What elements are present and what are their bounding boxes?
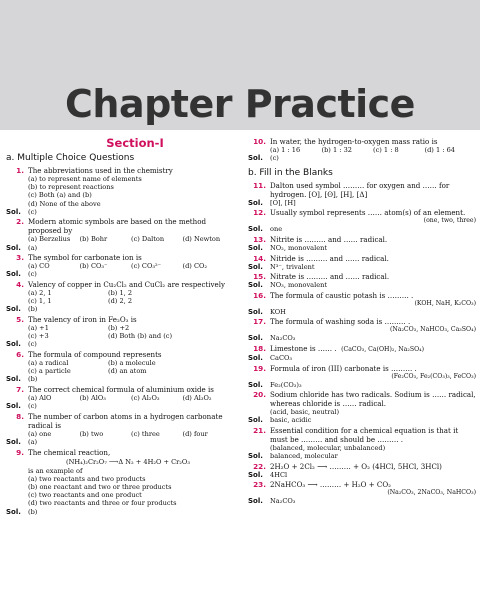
question-3: 3. The symbol for carbonate ion is bbox=[16, 253, 142, 263]
section-heading: Section-I bbox=[106, 136, 164, 150]
question-20: 20. Sodium chloride has two radicals. Sodium is …… radical, whereas chloride is …… radical. bbox=[253, 390, 476, 409]
options-row: (a) +1 (b) +2 bbox=[28, 324, 130, 332]
answer-choices: (balanced, molecular, unbalanced) bbox=[270, 443, 386, 452]
right-column bbox=[248, 136, 476, 506]
solution: Sol. (c) bbox=[6, 402, 37, 411]
solution: Sol. CaCO₃ bbox=[248, 353, 293, 362]
option: (a) to represent name of elements bbox=[28, 175, 142, 183]
solution: Sol. Na₂CO₃ bbox=[248, 497, 296, 506]
solution: Sol. 4HCl bbox=[248, 470, 288, 479]
question-11: 11. Dalton used symbol ……… for oxygen and …… for hydrogen. [O], [ʘ], [H], [Δ] bbox=[253, 180, 450, 199]
question-4: 4. Valency of copper in Cu₂Cl₂ and CuCl₂ are respectively bbox=[16, 280, 226, 289]
solution: Sol. basic, acidic bbox=[248, 416, 312, 425]
option: (d) two reactants and three or four products bbox=[28, 499, 177, 508]
option: (b) one reactant and two or three products bbox=[28, 483, 172, 491]
question-text: is an example of bbox=[28, 466, 83, 475]
question-2: 2. Modern atomic symbols are based on the method proposed by bbox=[16, 217, 207, 236]
solution: Sol. (c) bbox=[6, 207, 37, 216]
options-row: (a) 2, 1 (b) 1, 2 bbox=[28, 289, 133, 297]
solution: Sol. (c) bbox=[6, 270, 37, 279]
left-column bbox=[6, 136, 234, 516]
solution: Sol. Na₂CO₃ bbox=[248, 334, 296, 343]
options-row: (a) AlO (b) AlO₃ (c) Al₂O₃ (d) Al₃O₂ bbox=[28, 394, 212, 402]
option: (d) None of the above bbox=[28, 199, 101, 208]
solution: Sol. Fe₂(CO₃)₃ bbox=[248, 380, 302, 389]
subheading-fill-blanks: b. Fill in the Blanks bbox=[248, 167, 333, 178]
solution: Sol. (b) bbox=[6, 305, 38, 314]
option: (c) two reactants and one product bbox=[28, 491, 142, 500]
answer-choices: (one, two, three) bbox=[423, 217, 476, 225]
solution: Sol. balanced, molecular bbox=[248, 452, 338, 461]
solution: Sol. [O], [H] bbox=[248, 198, 296, 207]
options-row: (a) Berzelius (b) Bohr (c) Dalton (d) Newton bbox=[28, 235, 221, 244]
options-row: (c) 1, 1 (d) 2, 2 bbox=[28, 297, 133, 306]
solution: Sol. (b) bbox=[6, 375, 38, 384]
subheading-mcq: a. Multiple Choice Questions bbox=[6, 153, 135, 163]
solution: Sol. (b) bbox=[6, 507, 38, 516]
answer-choices: (Fe₂CO₃, Fe₂(CO₃)₃, FeCO₃) bbox=[391, 372, 476, 380]
answer-choices: (CaCO₃, Ca(OH)₂, Na₂SO₄) bbox=[341, 345, 425, 353]
solution: Sol. NO₃, monovalent bbox=[248, 281, 328, 290]
option: (a) two reactants and two products bbox=[28, 474, 146, 483]
answer-choices: (KOH, NaH, K₂CO₃) bbox=[414, 299, 476, 307]
options-row: (a) a radical (b) a molecule bbox=[28, 359, 156, 367]
option: (c) Both (a) and (b) bbox=[28, 191, 92, 200]
solution: Sol. (a) bbox=[6, 438, 38, 446]
question-6: 6. The formula of compound represents bbox=[16, 350, 162, 359]
options-row: (c) +3 (d) Both (b) and (c) bbox=[28, 332, 173, 341]
question-17: 17. The formula of washing soda is ……… . bbox=[253, 317, 411, 327]
question-14: 14. Nitride is ……… and …… radical. bbox=[253, 253, 389, 263]
solution: Sol. KOH bbox=[248, 307, 286, 316]
question-19: 19. Formula of iron (III) carbonate is ……… . bbox=[253, 363, 417, 373]
question-23: 23. 2NaHCO₃ ⟶ ……… + H₂O + CO₂ bbox=[253, 480, 392, 490]
solution: Sol. one bbox=[248, 225, 283, 234]
solution: Sol. N³⁻, trivalent bbox=[248, 262, 315, 271]
question-15: 15. Nitrate is ……… and …… radical. bbox=[253, 272, 390, 282]
options-row: (a) one (b) two (c) three (d) four bbox=[28, 429, 208, 438]
question-22: 22. 2H₂O + 2Cl₂ ⟶ ……… + O₂ (4HCl, 5HCl, 3HCl) bbox=[253, 461, 442, 471]
question-10: 10. In water, the hydrogen-to-oxygen mass ratio is bbox=[253, 137, 438, 146]
answer-choices: (Na₂CO₃, NaHCO₃, Ca₃SO₄) bbox=[389, 326, 476, 334]
answer-choices: (Na₂CO₃, 2NaCO₃, NaHCO₃) bbox=[387, 489, 476, 497]
question-8: 8. The number of carbon atoms in a hydrogen carbonate radical is bbox=[16, 411, 223, 430]
solution: Sol. (a) bbox=[6, 243, 38, 252]
options-row: (a) 1 : 16 (b) 1 : 32 (c) 1 : 8 (d) 1 : 64 bbox=[270, 146, 455, 154]
solution: Sol. NO₂, monovalent bbox=[248, 243, 328, 252]
question-1: 1. The abbreviations used in the chemistry bbox=[16, 166, 173, 175]
question-5: 5. The valency of iron in Fe₂O₃ is bbox=[16, 315, 137, 324]
question-7: 7. The correct chemical formula of aluminium oxide is bbox=[16, 385, 214, 394]
solution: Sol. (c) bbox=[248, 154, 279, 163]
question-21: 21. Essential condition for a chemical equation is that it must be ……… and should be ……… . bbox=[253, 425, 459, 444]
question-12: 12. Usually symbol represents …… atom(s) of an element. bbox=[253, 208, 466, 218]
page-title: Chapter Practice bbox=[65, 82, 415, 126]
question-13: 13. Nitrite is ……… and …… radical. bbox=[253, 234, 388, 244]
option: (b) to represent reactions bbox=[28, 183, 114, 192]
reaction-equation: (NH₄)₂Cr₂O₇ ⟶Δ N₂ + 4H₂O + Cr₂O₃ bbox=[66, 457, 190, 466]
options-row: (c) a particle (d) an atom bbox=[28, 367, 147, 376]
solution: Sol. (c) bbox=[6, 340, 37, 349]
options-row: (a) CO (b) CO₃⁻ (c) CO₃²⁻ (d) CO₂ bbox=[28, 262, 208, 271]
question-16: 16. The formula of caustic potash is ……… . bbox=[253, 290, 414, 300]
question-9: 9. The chemical reaction, bbox=[16, 447, 111, 457]
answer-choices: (acid, basic, neutral) bbox=[270, 408, 340, 417]
question-18: 18. Limestone is …… . (CaCO₃, Ca(OH)₂, Na₂SO₄) bbox=[253, 343, 425, 353]
